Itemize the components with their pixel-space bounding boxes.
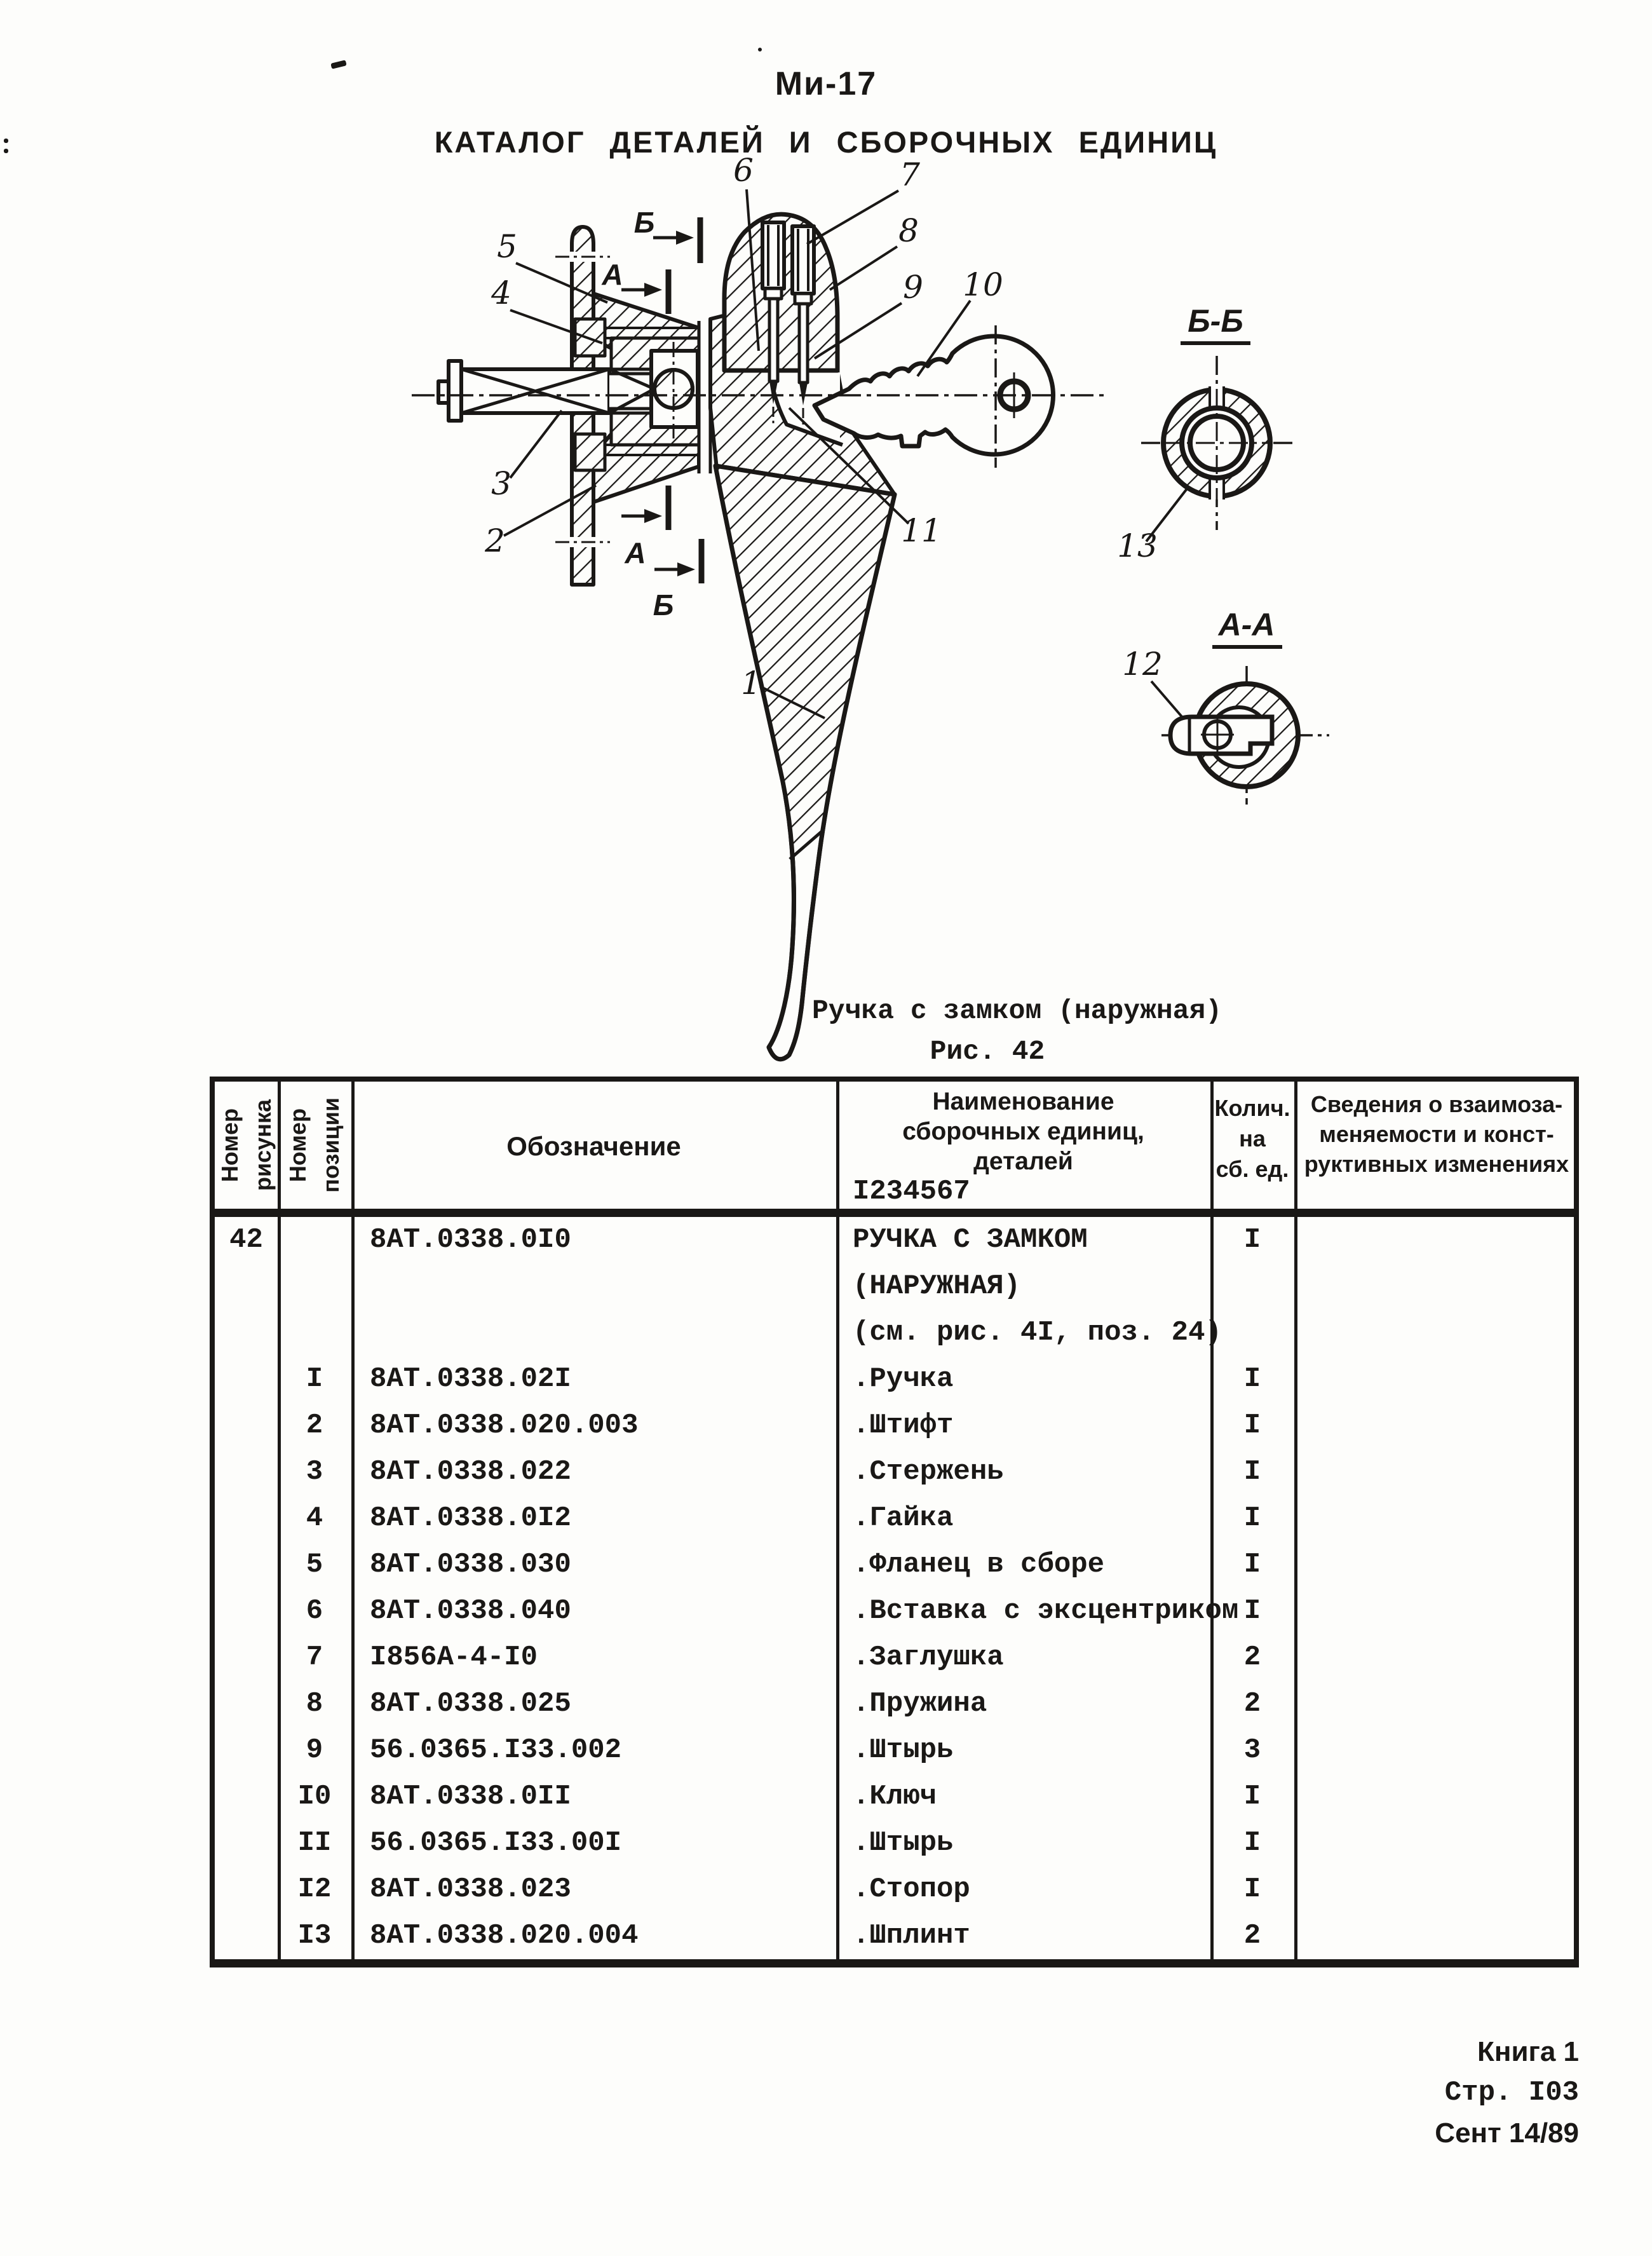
table-cell-code: I856А-4-I0 (370, 1641, 538, 1673)
table-row (215, 1403, 1574, 1449)
table-row (215, 1542, 1574, 1588)
callout-3: 3 (491, 465, 511, 502)
table-cell-qty: I (1243, 1456, 1261, 1488)
callout-10: 10 (963, 266, 1003, 303)
table-row (215, 1634, 1574, 1681)
table-cell-pos: II (297, 1827, 332, 1859)
section-marker-a-bottom: А (625, 536, 646, 569)
header-text: позиции (318, 1097, 344, 1193)
section-marker-b-bottom: Б (653, 588, 674, 622)
table-cell-qty: I (1243, 1224, 1261, 1256)
section-label-bb: Б-Б (1188, 303, 1243, 339)
table-row (215, 1588, 1574, 1634)
header-text: Номер (216, 1108, 243, 1183)
table-cell-qty: 2 (1243, 1688, 1261, 1720)
table-cell-code: 8АТ.0338.030 (370, 1549, 571, 1580)
callout-8: 8 (898, 212, 919, 249)
table-cell-pos: 3 (306, 1456, 323, 1488)
table-cell-pos: 5 (306, 1549, 323, 1580)
callout-2: 2 (485, 522, 505, 559)
table-row (215, 1263, 1574, 1310)
table-row (215, 1495, 1574, 1542)
table-cell-name: РУЧКА С ЗАМКОМ (853, 1224, 1088, 1256)
table-cell-pos: I2 (297, 1873, 332, 1905)
table-row (215, 1774, 1574, 1820)
table-cell-qty: 2 (1243, 1641, 1261, 1673)
table-cell-name: .Фланец в сборе (853, 1549, 1105, 1580)
bolt-head (438, 361, 461, 421)
table-cell-qty: I (1243, 1549, 1261, 1580)
table-cell-code: 56.0365.I33.002 (370, 1734, 622, 1766)
header-pos-number (278, 1082, 351, 1209)
header-info (1294, 1089, 1579, 1179)
table-cell-pos: 7 (306, 1641, 323, 1673)
table-cell-pos: I3 (297, 1920, 332, 1952)
table-cell-name: .Штырь (853, 1734, 954, 1766)
header-text: сборочных единиц, (902, 1118, 1144, 1145)
table-cell-code: 8АТ.0338.0I2 (370, 1502, 571, 1534)
table-cell-pos: 4 (306, 1502, 323, 1534)
header-divider (215, 1209, 1574, 1217)
header-text: Сведения о взаимоза- (1310, 1091, 1563, 1117)
table-row (215, 1356, 1574, 1403)
table-cell-qty: I (1243, 1827, 1261, 1859)
header-qty (1210, 1093, 1294, 1185)
header-text: Наименование (932, 1088, 1114, 1115)
header-text: на (1239, 1125, 1266, 1152)
table-cell-pos: 8 (306, 1688, 323, 1720)
footer-page: Стр. I03 (1444, 2077, 1579, 2109)
table-cell-name: .Гайка (853, 1502, 954, 1534)
header-text: Номер (285, 1108, 311, 1183)
footer-date: Сент 14/89 (1435, 2117, 1579, 2149)
table-row (215, 1820, 1574, 1866)
table-row (215, 1217, 1574, 1263)
screw-block (651, 342, 698, 438)
table-cell-qty: 3 (1243, 1734, 1261, 1766)
table-cell-code: 8АТ.0338.020.004 (370, 1920, 639, 1952)
table-cell-name: .Ручка (853, 1363, 954, 1395)
parts-table (210, 1077, 1579, 1967)
table-cell-name: .Пружина (853, 1688, 987, 1720)
table-cell-name: (НАРУЖНАЯ) (853, 1270, 1021, 1302)
table-cell-qty: I (1243, 1781, 1261, 1812)
table-cell-code: 8АТ.0338.020.003 (370, 1410, 639, 1441)
header-text: деталей (973, 1148, 1073, 1175)
table-cell-qty: 2 (1243, 1920, 1261, 1952)
main-view (412, 152, 1189, 1059)
table-cell-code: 8АТ.0338.023 (370, 1873, 571, 1905)
table-cell-pos: I (306, 1363, 323, 1395)
header-text: рисунка (249, 1099, 276, 1191)
table-cell-pos: 9 (306, 1734, 323, 1766)
page-model: Ми-17 (775, 65, 877, 102)
table-cell-pos: 6 (306, 1595, 323, 1627)
table-cell-name: .Ключ (853, 1781, 937, 1812)
header-designation: Обозначение (506, 1131, 681, 1161)
table-cell-code: 8АТ.0338.040 (370, 1595, 571, 1627)
table-row (215, 1913, 1574, 1959)
table-cell-code: 8АТ.0338.0II (370, 1781, 571, 1812)
table-cell-name: .Заглушка (853, 1641, 1004, 1673)
footer-book: Книга 1 (1477, 2036, 1579, 2067)
table-cell-name: .Шплинт (853, 1920, 970, 1952)
table-cell-pos: I0 (297, 1781, 332, 1812)
table-cell-qty: I (1243, 1502, 1261, 1534)
table-row (215, 1310, 1574, 1356)
header-text: руктивных изменениях (1304, 1151, 1569, 1177)
section-marker-b-top: Б (633, 206, 655, 239)
table-row (215, 1449, 1574, 1495)
callout-4: 4 (491, 275, 511, 311)
header-fig-number (215, 1082, 278, 1209)
callout-12: 12 (1122, 646, 1163, 683)
table-row (215, 1727, 1574, 1774)
figure-caption: Ручка с замком (наружная) (812, 995, 1222, 1026)
table-cell-name: (см. рис. 4I, поз. 24) (853, 1317, 1222, 1349)
header-name (836, 1087, 1210, 1176)
callout-13: 13 (1117, 527, 1158, 564)
header-text: Колич. (1214, 1095, 1290, 1121)
page-title: КАТАЛОГ ДЕТАЛЕЙ И СБОРОЧНЫХ ЕДИНИЦ (434, 125, 1218, 159)
table-cell-code: 8АТ.0338.025 (370, 1688, 571, 1720)
table-cell-qty: I (1243, 1595, 1261, 1627)
section-view-aa (1161, 607, 1329, 805)
table-row (215, 1866, 1574, 1913)
table-cell-code: 8АТ.0338.022 (370, 1456, 571, 1488)
table-cell-code: 8АТ.0338.0I0 (370, 1224, 571, 1256)
table-cell-qty: I (1243, 1873, 1261, 1905)
table-cell-qty: I (1243, 1410, 1261, 1441)
section-view-bb (1141, 303, 1292, 530)
table-cell-name: .Стержень (853, 1456, 1004, 1488)
table-cell-code: 56.0365.I33.00I (370, 1827, 622, 1859)
callout-9: 9 (903, 269, 923, 306)
header-name-code: I234567 (853, 1176, 970, 1207)
table-cell-pos: 2 (306, 1410, 323, 1441)
handle (715, 466, 895, 1059)
table-cell-name: .Вставка с эксцентриком (853, 1595, 1239, 1627)
header-text: меняемости и конст- (1319, 1121, 1554, 1147)
table-cell-name: .Стопор (853, 1873, 970, 1905)
table-cell-name: .Штырь (853, 1827, 954, 1859)
section-marker-a-top: А (602, 258, 623, 291)
table-cell-fig: 42 (229, 1224, 263, 1256)
table-cell-qty: I (1243, 1363, 1261, 1395)
table-body (215, 1217, 1574, 1959)
table-cell-name: .Штифт (853, 1410, 954, 1441)
callout-6: 6 (733, 152, 754, 189)
section-label-aa: А-А (1218, 607, 1275, 642)
header-text: сб. ед. (1215, 1156, 1289, 1182)
callout-5: 5 (497, 228, 517, 265)
figure-number: Рис. 42 (930, 1036, 1045, 1067)
callout-11: 11 (901, 512, 942, 549)
callout-1: 1 (741, 665, 761, 702)
callout-7: 7 (900, 156, 920, 193)
table-cell-code: 8АТ.0338.02I (370, 1363, 571, 1395)
table-row (215, 1681, 1574, 1727)
